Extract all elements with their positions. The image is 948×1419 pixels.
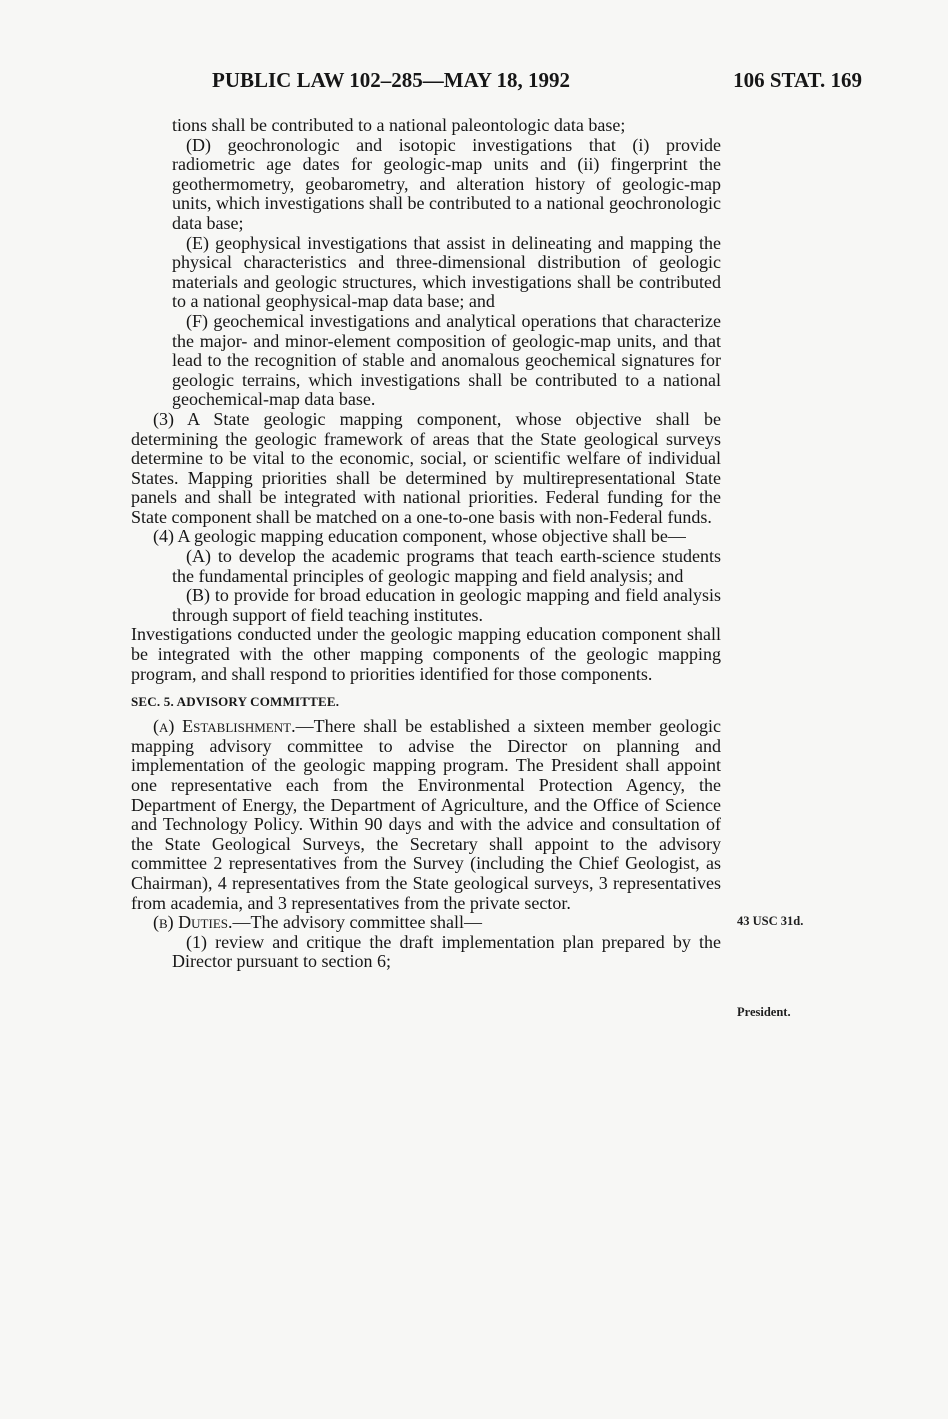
paragraph-e: (E) geophysical investigations that assist in delineating and mapping the physical characteristics and three-dimensional distribution of geologic materials and geologic structures, which investigations shall be contributed to a national geophysical-map data base; and xyxy=(172,232,721,312)
paragraph-investigations: Investigations conducted under the geologic mapping education component shall be integrated with the other mapping components of the geologic mapping program, and shall respond to priorities identified for those components. xyxy=(131,624,721,684)
subsection-b xyxy=(131,913,721,933)
subsection-b-text: —The advisory committee shall— xyxy=(232,912,482,933)
president-margin-note: President. xyxy=(737,1005,791,1019)
usc-margin-note: 43 USC 31d. xyxy=(737,914,804,928)
paragraph-4: (4) A geologic mapping education component, whose objective shall be— xyxy=(153,526,686,547)
paragraph-3: (3) A State geologic mapping component, whose objective shall be determining the geologic framework of areas that the State geological surveys determine to be vital to the economic, social, or scientific welfare of individual States. Mapping priorities shall be determined by multirepresentational State panels and shall be integrated with national priorities. Federal funding for the State component shall be matched on a one-to-one basis with non-Federal funds. xyxy=(131,408,721,527)
law-title: PUBLIC LAW 102–285—MAY 18, 1992 xyxy=(212,68,571,92)
paragraph-4b: (B) to provide for broad education in geologic mapping and field analysis through support of field teaching institutes. xyxy=(172,585,721,625)
paragraph-4a: (A) to develop the academic programs that teach earth-science students the fundamental principles of geologic mapping and field analysis; and xyxy=(172,546,721,586)
page-header xyxy=(212,68,862,104)
paragraph-f: (F) geochemical investigations and analytical operations that characterize the major- and minor-element composition of geologic-map units, and that lead to the recognition of stable and anomalous geochemical signatures for geologic terrains, which investigations shall be contributed to a national geochemical-map data base. xyxy=(172,310,721,410)
body-text xyxy=(131,116,721,972)
paragraph-c-continuation: tions shall be contributed to a national paleontologic data base; xyxy=(172,115,626,135)
subsection-b-label: (b) Duties. xyxy=(153,912,233,933)
subsection-a-label: (a) Establishment. xyxy=(153,716,296,737)
subsection-a xyxy=(131,717,721,913)
subsection-a-text: —There shall be established a sixteen member geologic mapping advisory committee to advise the Director on planning and implementation of the geologic mapping program. The President shall appoint one representative each from the Environmental Protection Agency, the Department of Energy, the Department of Agriculture, and the Office of Science and Technology Policy. Within 90 days and with the advice and consultation of the State Geological Surveys, the Secretary shall appoint to the advisory committee 2 representatives from the Survey (including the Chief Geologist, as Chairman), 4 representatives from the State geological surveys, 3 representatives from academia, and 3 representatives from the private sector. xyxy=(131,716,721,913)
section-heading: SEC. 5. ADVISORY COMMITTEE. xyxy=(131,694,340,710)
statute-page-number: 106 STAT. 169 xyxy=(733,68,862,92)
paragraph-b1: (1) review and critique the draft implementation plan prepared by the Director pursuant to section 6; xyxy=(172,931,721,972)
paragraph-d: (D) geochronologic and isotopic investigations that (i) provide radiometric age dates for geologic-map units and (ii) fingerprint the geothermometry, geobarometry, and alteration history of geologic-map units, which investigations shall be contributed to a national geochronologic data base; xyxy=(172,134,721,233)
